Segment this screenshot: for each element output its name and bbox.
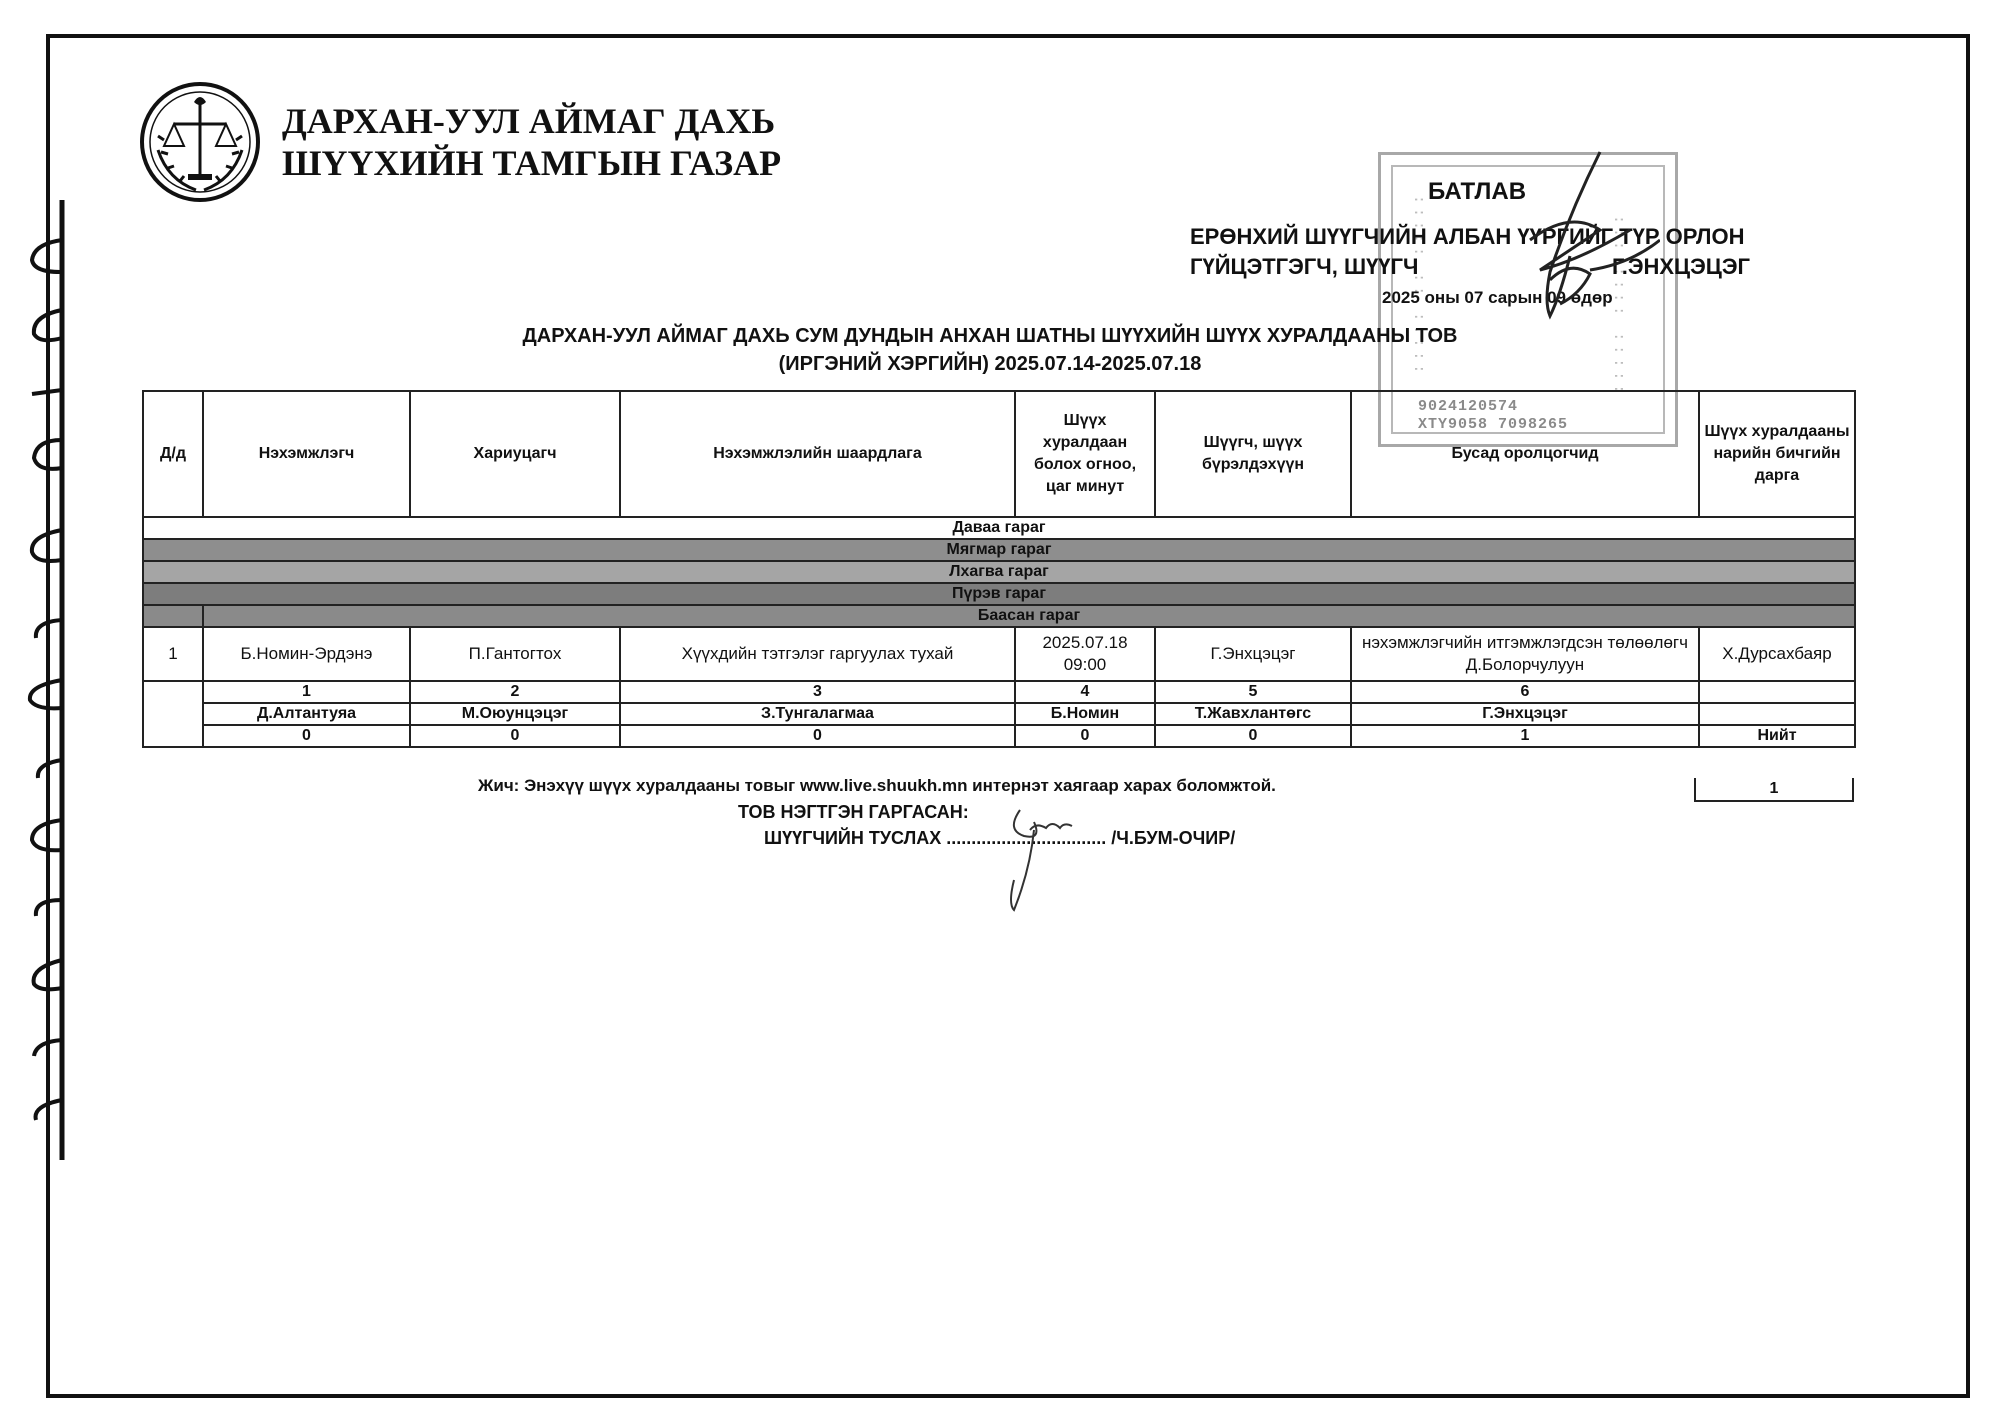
total-label: Нийт [1699, 725, 1855, 747]
table-header-row [143, 391, 1855, 517]
case-plaintiff: Б.Номин-Эрдэнэ [203, 627, 410, 681]
approval-date: 2025 оны 07 сарын 09 өдөр [1382, 288, 1613, 307]
header-plaintiff: Нэхэмжлэгч [203, 391, 410, 517]
day-label: Пүрэв гараг [143, 583, 1855, 605]
approval-position-line2: ГҮЙЦЭТГЭГЧ, ШҮҮГЧ [1190, 254, 1419, 279]
assistant-signature [990, 800, 1100, 920]
day-row-thursday [143, 583, 1855, 605]
assistant-label: ШҮҮГЧИЙН ТУСЛАХ [764, 828, 942, 848]
judge-name: Б.Номин [1015, 703, 1155, 725]
day-label: Даваа гараг [143, 517, 1855, 539]
day-row-tuesday [143, 539, 1855, 561]
judge-count: 0 [410, 725, 620, 747]
judge-number: 6 [1351, 681, 1699, 703]
footer-note: Жич: Энэхүү шүүх хуралдааны товыг www.live.shuukh.mn интернэт хаягаар харах боломжтой. [478, 776, 1276, 795]
day-label: Баасан гараг [203, 605, 1855, 627]
day-label: Мягмар гараг [143, 539, 1855, 561]
header-others: Бусад оролцогчид [1351, 391, 1699, 517]
case-time: 09:00 [1063, 655, 1107, 674]
judge-number: 4 [1015, 681, 1155, 703]
org-line2: ШҮҮХИЙН ТАМГЫН ГАЗАР [282, 143, 782, 183]
organization-name [282, 100, 781, 184]
case-claim: Хүүхдийн тэтгэлэг гаргуулах тухай [620, 627, 1015, 681]
stamp-code-2: ХТҮ9058 7098265 [1418, 416, 1569, 433]
title-line1: ДАРХАН-УУЛ АЙМАГ ДАХЬ СУМ ДУНДЫН АНХАН ШАТНЫ ШҮҮХИЙН ШҮҮХ ХУРАЛДААНЫ ТОВ [522, 325, 1458, 347]
assistant-name: /Ч.БУМ-ОЧИР/ [1111, 828, 1236, 848]
header-claim: Нэхэмжлэлийн шаардлага [620, 391, 1015, 517]
day-row-friday [143, 605, 1855, 627]
total-value: 1 [1694, 778, 1854, 802]
assistant-dots: ................................ [946, 828, 1107, 848]
approval-position-line1: ЕРӨНХИЙ ШҮҮГЧИЙН АЛБАН ҮҮРГИЙГ ТҮР ОРЛОН [1190, 224, 1745, 249]
court-emblem-icon [138, 80, 262, 204]
judge-count: 0 [1155, 725, 1351, 747]
hearing-schedule-table [142, 390, 1856, 748]
judge-number: 2 [410, 681, 620, 703]
case-others: нэхэмжлэгчийн итгэмжлэгдсэн төлөөлөгч Д.Болорчулуун [1351, 627, 1699, 681]
header-no: Д/д [143, 391, 203, 517]
judge-number: 5 [1155, 681, 1351, 703]
judge-count: 0 [620, 725, 1015, 747]
mongol-script-strip [0, 200, 90, 1160]
header-datetime: Шүүх хуралдаан болох огноо, цаг минут [1015, 391, 1155, 517]
day-row-monday [143, 517, 1855, 539]
header-defendant: Хариуцагч [410, 391, 620, 517]
header-judge: Шүүгч, шүүх бүрэлдэхүүн [1155, 391, 1351, 517]
header-clerk: Шүүх хуралдааны нарийн бичгийн дарга [1699, 391, 1855, 517]
case-clerk: Х.Дурсахбаяр [1699, 627, 1855, 681]
stamp-code-1: 9024120574 [1418, 398, 1519, 415]
judge-name: М.Оюунцэцэг [410, 703, 620, 725]
judge-name: Т.Жавхлантөгс [1155, 703, 1351, 725]
case-defendant: П.Гантогтох [410, 627, 620, 681]
org-line1: ДАРХАН-УУЛ АЙМАГ ДАХЬ [282, 101, 776, 141]
official-stamp: ::::: :: ::::: ::: :::: ::::: [1378, 152, 1678, 447]
judge-name: Д.Алтантуяа [203, 703, 410, 725]
prepared-by-label: ТОВ НЭГТГЭН ГАРГАСАН: [738, 802, 969, 822]
judge-count: 0 [203, 725, 410, 747]
judge-number-row [143, 681, 1855, 703]
judge-count-row [143, 725, 1855, 747]
title-line2: (ИРГЭНИЙ ХЭРГИЙН) 2025.07.14-2025.07.18 [778, 353, 1202, 375]
case-no: 1 [143, 627, 203, 681]
approval-judge-name: Г.ЭНХЦЭЦЭГ [1612, 254, 1750, 279]
approval-title: БАТЛАВ [1428, 178, 1527, 205]
table-row [143, 627, 1855, 681]
judge-count: 1 [1351, 725, 1699, 747]
approval-signature [1440, 150, 1660, 340]
judge-number: 1 [203, 681, 410, 703]
case-date: 2025.07.18 [1042, 633, 1128, 652]
case-datetime [1015, 627, 1155, 681]
judge-name: З.Тунгалагмаа [620, 703, 1015, 725]
judge-name: Г.Энхцэцэг [1351, 703, 1699, 725]
judge-number: 3 [620, 681, 1015, 703]
judge-count: 0 [1015, 725, 1155, 747]
day-label: Лхагва гараг [143, 561, 1855, 583]
case-judge: Г.Энхцэцэг [1155, 627, 1351, 681]
day-row-wednesday [143, 561, 1855, 583]
schedule-title [480, 322, 1500, 378]
judge-name-row [143, 703, 1855, 725]
